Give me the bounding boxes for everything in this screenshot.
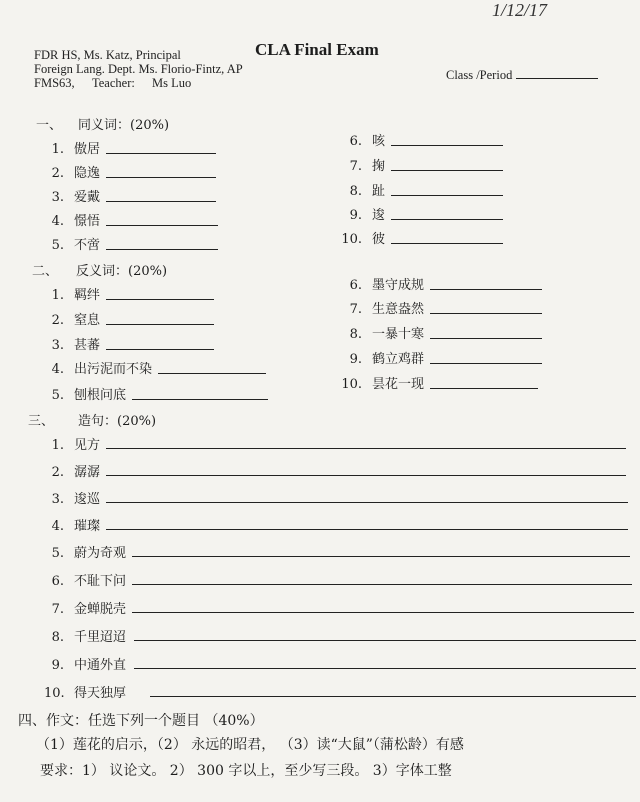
section3-item bbox=[44, 434, 100, 453]
item-number: 1. bbox=[51, 438, 64, 453]
section2-item bbox=[340, 348, 542, 367]
answer-blank[interactable] bbox=[106, 248, 218, 250]
answer-blank[interactable] bbox=[106, 176, 216, 178]
section3-item bbox=[44, 542, 126, 561]
teacher-name: Ms Luo bbox=[152, 76, 192, 90]
answer-blank[interactable] bbox=[430, 387, 538, 389]
section3-item bbox=[44, 626, 126, 645]
item-number: 1. bbox=[51, 288, 64, 303]
section1-item bbox=[340, 180, 503, 199]
teacher-label: Teacher: bbox=[92, 76, 135, 90]
item-number: 5. bbox=[51, 546, 64, 561]
item-number: 4. bbox=[51, 362, 64, 377]
item-number: 2. bbox=[51, 313, 64, 328]
sentence-line[interactable] bbox=[106, 529, 628, 530]
essay-requirements: 要求：1） 议论文。 2） 300 字以上，至少写三段。 3）字体工整 bbox=[40, 763, 452, 779]
item-number: 6. bbox=[349, 278, 362, 293]
answer-blank[interactable] bbox=[106, 323, 214, 325]
section2-item bbox=[340, 298, 542, 317]
section3-number: 三、 bbox=[28, 414, 55, 429]
section3-item bbox=[44, 461, 100, 480]
school-line: FDR HS, Ms. Katz, Principal bbox=[34, 48, 181, 62]
item-word: 彼 bbox=[372, 232, 386, 247]
item-number: 3. bbox=[51, 492, 64, 507]
section2-item bbox=[340, 373, 538, 392]
item-number: 6. bbox=[349, 134, 362, 149]
item-number: 7. bbox=[51, 602, 64, 617]
item-word: 爱戴 bbox=[74, 190, 101, 205]
section2-item bbox=[48, 384, 268, 403]
class-period-label: Class /Period bbox=[446, 68, 513, 82]
section2-item bbox=[340, 323, 542, 342]
answer-blank[interactable] bbox=[391, 169, 503, 171]
section2-item bbox=[48, 284, 214, 303]
section1-item bbox=[48, 162, 216, 181]
answer-blank[interactable] bbox=[132, 398, 268, 400]
section1-item bbox=[340, 130, 503, 149]
item-number: 9. bbox=[349, 352, 362, 367]
answer-blank[interactable] bbox=[106, 298, 214, 300]
sentence-line[interactable] bbox=[132, 612, 634, 613]
answer-blank[interactable] bbox=[430, 337, 542, 339]
item-word: 羁绊 bbox=[74, 288, 101, 303]
section3-item bbox=[44, 570, 126, 589]
item-word: 咳 bbox=[372, 134, 386, 149]
item-word: 傲居 bbox=[74, 142, 101, 157]
answer-blank[interactable] bbox=[430, 362, 542, 364]
item-word: 一暴十寒 bbox=[372, 327, 425, 342]
exam-title: CLA Final Exam bbox=[255, 40, 379, 59]
sentence-line[interactable] bbox=[132, 584, 632, 585]
sentence-line[interactable] bbox=[106, 475, 626, 476]
item-number: 5. bbox=[51, 388, 64, 403]
item-number: 9. bbox=[51, 658, 64, 673]
section3-item bbox=[44, 488, 100, 507]
item-number: 10. bbox=[341, 377, 362, 392]
item-word: 不啻 bbox=[74, 238, 101, 253]
item-number: 10. bbox=[44, 686, 65, 701]
answer-blank[interactable] bbox=[106, 348, 214, 350]
answer-blank[interactable] bbox=[391, 242, 503, 244]
item-word: 逡巡 bbox=[74, 492, 101, 507]
sentence-line[interactable] bbox=[150, 696, 636, 697]
item-number: 8. bbox=[51, 630, 64, 645]
item-word: 千里迢迢 bbox=[74, 630, 127, 645]
item-word: 掬 bbox=[372, 159, 386, 174]
item-number: 6. bbox=[51, 574, 64, 589]
item-number: 4. bbox=[51, 519, 64, 534]
class-period-field[interactable] bbox=[516, 78, 598, 79]
item-word: 墨守成规 bbox=[372, 278, 425, 293]
item-number: 1. bbox=[51, 142, 64, 157]
item-number: 5. bbox=[51, 238, 64, 253]
section2-title: 反义词：(20%) bbox=[76, 264, 168, 279]
item-word: 甚蕃 bbox=[74, 338, 101, 353]
section1-item bbox=[340, 204, 503, 223]
sentence-line[interactable] bbox=[134, 668, 636, 669]
item-word: 见方 bbox=[74, 438, 101, 453]
item-word: 鹤立鸡群 bbox=[372, 352, 425, 367]
answer-blank[interactable] bbox=[430, 312, 542, 314]
section3-item bbox=[44, 515, 100, 534]
sentence-line[interactable] bbox=[106, 448, 626, 449]
essay-topics: （1）莲花的启示，（2） 永远的昭君， （3）读“大鼠”（蒲松龄）有感 bbox=[36, 737, 464, 753]
item-word: 璀璨 bbox=[74, 519, 101, 534]
item-word: 逡 bbox=[372, 208, 386, 223]
item-word: 昙花一现 bbox=[372, 377, 425, 392]
answer-blank[interactable] bbox=[106, 152, 216, 154]
answer-blank[interactable] bbox=[158, 372, 266, 374]
item-number: 2. bbox=[51, 166, 64, 181]
item-number: 9. bbox=[349, 208, 362, 223]
item-word: 生意盎然 bbox=[372, 302, 425, 317]
section2-item bbox=[48, 309, 214, 328]
item-number: 3. bbox=[51, 338, 64, 353]
section1-item bbox=[48, 234, 218, 253]
section1-item bbox=[48, 138, 216, 157]
sentence-line[interactable] bbox=[134, 640, 636, 641]
item-word: 憬悟 bbox=[74, 214, 101, 229]
item-word: 刨根问底 bbox=[74, 388, 127, 403]
item-number: 3. bbox=[51, 190, 64, 205]
section1-item bbox=[48, 210, 218, 229]
item-word: 中通外直 bbox=[74, 658, 127, 673]
section2-item bbox=[340, 274, 542, 293]
answer-blank[interactable] bbox=[391, 218, 503, 220]
section1-title: 同义词：(20%) bbox=[78, 118, 170, 133]
item-word: 出污泥而不染 bbox=[74, 362, 153, 377]
answer-blank[interactable] bbox=[106, 224, 218, 226]
section2-item bbox=[48, 358, 266, 377]
handwritten-date: 1/12/17 bbox=[492, 0, 548, 20]
section3-item bbox=[44, 598, 126, 617]
item-number: 8. bbox=[349, 184, 362, 199]
item-word: 窒息 bbox=[74, 313, 101, 328]
section1-item bbox=[340, 155, 503, 174]
answer-blank[interactable] bbox=[106, 200, 216, 202]
item-word: 得天独厚 bbox=[74, 686, 127, 701]
section1-item bbox=[48, 186, 216, 205]
answer-blank[interactable] bbox=[430, 288, 542, 290]
item-number: 7. bbox=[349, 302, 362, 317]
section1-item bbox=[340, 228, 503, 247]
answer-blank[interactable] bbox=[391, 194, 503, 196]
item-number: 2. bbox=[51, 465, 64, 480]
answer-blank[interactable] bbox=[391, 144, 503, 146]
department-line: Foreign Lang. Dept. Ms. Florio-Fintz, AP bbox=[34, 62, 243, 76]
item-word: 不耻下问 bbox=[74, 574, 127, 589]
item-number: 4. bbox=[51, 214, 64, 229]
item-number: 10. bbox=[341, 232, 362, 247]
item-word: 金蝉脱壳 bbox=[74, 602, 127, 617]
item-word: 蔚为奇观 bbox=[74, 546, 127, 561]
section1-number: 一、 bbox=[36, 118, 63, 133]
item-word: 趾 bbox=[372, 184, 386, 199]
section4-title: 四、作文：任选下列一个题目 （40%） bbox=[18, 713, 264, 729]
course-code: FMS63, bbox=[34, 76, 75, 90]
item-number: 7. bbox=[349, 159, 362, 174]
sentence-line[interactable] bbox=[106, 502, 628, 503]
section2-number: 二、 bbox=[32, 264, 59, 279]
item-word: 隐逸 bbox=[74, 166, 101, 181]
item-word: 潺潺 bbox=[74, 465, 101, 480]
item-number: 8. bbox=[349, 327, 362, 342]
sentence-line[interactable] bbox=[132, 556, 630, 557]
section3-title: 造句：(20%) bbox=[78, 414, 157, 429]
section3-item bbox=[44, 654, 126, 673]
section2-item bbox=[48, 334, 214, 353]
section3-item bbox=[44, 682, 126, 701]
